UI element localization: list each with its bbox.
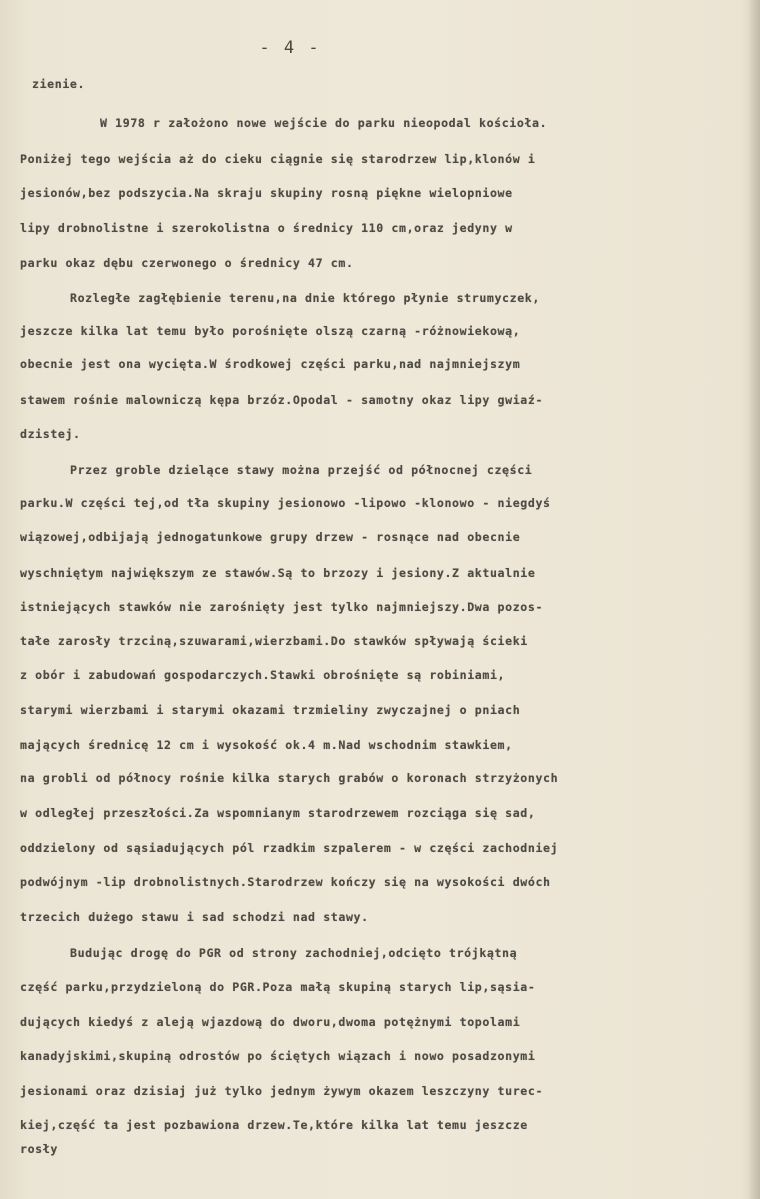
text-line: Poniżej tego wejścia aż do cieku ciągnie się starodrzew lip,klonów i xyxy=(20,152,536,166)
text-line: W 1978 r założono nowe wejście do parku nieopodal kościoła. xyxy=(100,116,548,130)
text-line: kiej,część ta jest pozbawiona drzew.Te,które kilka lat temu jeszcze xyxy=(20,1118,528,1132)
text-line: obecnie jest ona wycięta.W środkowej części parku,nad najmniejszym xyxy=(20,357,521,371)
text-line: jesionów,bez podszycia.Na skraju skupiny rosną piękne wielopniowe xyxy=(20,186,513,200)
text-line: parku okaz dębu czerwonego o średnicy 47 cm. xyxy=(20,256,354,270)
text-line: Przez groble dzielące stawy można przejść od północnej części xyxy=(70,463,533,477)
text-line: wiązowej,odbijają jednogatunkowe grupy drzew - rosnące nad obecnie xyxy=(20,530,521,544)
text-line: wyschniętym największym ze stawów.Są to brzozy i jesiony.Z aktualnie xyxy=(20,566,536,580)
text-line: jesionami oraz dzisiaj już tylko jednym żywym okazem leszczyny turec- xyxy=(20,1084,544,1098)
text-line: zienie. xyxy=(32,77,86,91)
text-line: na grobli od północy rośnie kilka starych grabów o koronach strzyżonych xyxy=(20,771,559,785)
text-line: parku.W części tej,od tła skupiny jesionowo -lipowo -klonowo - niegdyś xyxy=(20,496,551,510)
text-line: podwójnym -lip drobnolistnych.Starodrzew kończy się na wysokości dwóch xyxy=(20,875,551,889)
text-line: trzecich dużego stawu i sad schodzi nad stawy. xyxy=(20,910,369,924)
text-line: oddzielony od sąsiadujących pól rzadkim szpalerem - w części zachodniej xyxy=(20,841,559,855)
text-line: rosły xyxy=(20,1142,58,1156)
text-line: dzistej. xyxy=(20,427,81,441)
text-line: stawem rośnie malowniczą kępa brzóz.Opodal - samotny okaz lipy gwiaź- xyxy=(20,393,544,407)
text-line: dujących kiedyś z aleją wjazdową do dworu,dwoma potężnymi topolami xyxy=(20,1015,521,1029)
text-line: z obór i zabudowań gospodarczych.Stawki obrośnięte są robiniami, xyxy=(20,668,506,682)
page-number: - 4 - xyxy=(259,38,321,58)
text-line: w odległej przeszłości.Za wspomnianym starodrzewem rozciąga się sad, xyxy=(20,806,536,820)
text-line: część parku,przydzieloną do PGR.Poza małą skupiną starych lip,sąsia- xyxy=(20,980,536,994)
text-line: starymi wierzbami i starymi okazami trzmieliny zwyczajnej o pniach xyxy=(20,703,521,717)
text-line: istniejących stawków nie zarośnięty jest tylko najmniejszy.Dwa pozos- xyxy=(20,600,544,614)
text-line: Budując drogę do PGR od strony zachodniej,odcięto trójkątną xyxy=(70,946,518,960)
text-line: lipy drobnolistne i szerokolistna o średnicy 110 cm,oraz jedyny w xyxy=(20,221,513,235)
text-line: jeszcze kilka lat temu było porośnięte olszą czarną -różnowiekową, xyxy=(20,324,521,338)
text-line: kanadyjskimi,skupiną odrostów po ściętych wiązach i nowo posadzonymi xyxy=(20,1049,536,1063)
text-line: tałe zarosły trzciną,szuwarami,wierzbami.Do stawków spływają ścieki xyxy=(20,634,528,648)
text-line: Rozległe zagłębienie terenu,na dnie którego płynie strumyczek, xyxy=(70,291,540,305)
text-line: mających średnicę 12 cm i wysokość ok.4 m.Nad wschodnim stawkiem, xyxy=(20,738,513,752)
